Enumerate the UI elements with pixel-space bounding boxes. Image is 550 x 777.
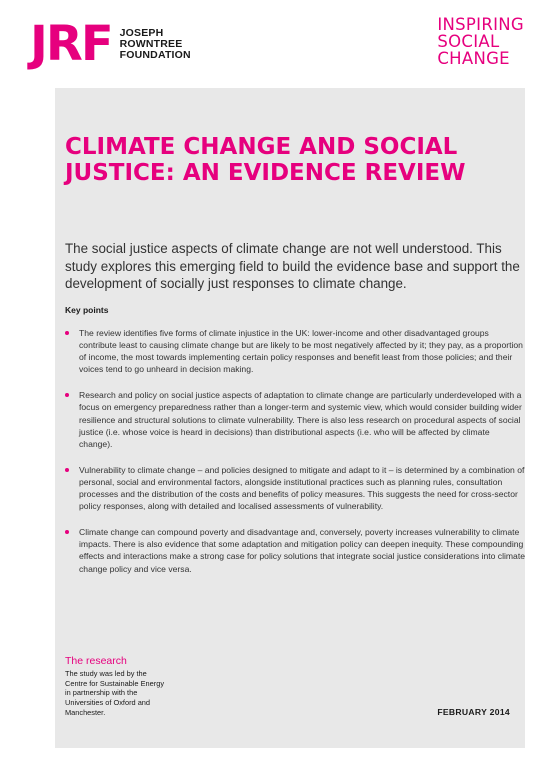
tagline-line: SOCIAL xyxy=(437,32,500,51)
page-title: CLIMATE CHANGE AND SOCIAL JUSTICE: AN EVIDENCE REVIEW xyxy=(65,134,466,186)
key-point-item xyxy=(65,389,525,449)
page-header xyxy=(0,0,550,88)
key-point-text: Climate change can compound poverty and disadvantage and, conversely, poverty increases vulnerability to climate impacts. There is also evidence that some adaptation and mitigation policy can deepen inequity. These compounding effects and interactions make a strong case for policy solutions that integrate social justice considerations into climate change policy and vice versa. xyxy=(79,527,525,574)
key-point-item xyxy=(65,327,525,375)
key-point-text: Vulnerability to climate change – and policies designed to mitigate and adapt to it – is determined by a combination of personal, social and environmental factors, alongside institutional practices such as planning rules, consultation processes and the distribution of the costs and benefits of policy measures. This suggests the need for cross-sector policy responses, along with detailed and localised assessments of vulnerability. xyxy=(79,464,525,512)
key-point-text: Research and policy on social justice aspects of adaptation to climate change are particularly underdeveloped with a focus on emergency preparedness rather than a longer-term and systemic view, which would consider building wider resilience and structural solutions to climate vulnerability. There is also less research on procedural aspects of social justice (i.e. whose voice is heard in decisions) than distributional aspects (i.e. who will be affected by climate change). xyxy=(79,390,522,449)
logo-line: ROWNTREE xyxy=(119,37,183,50)
bullet-icon xyxy=(65,331,69,335)
research-heading: The research xyxy=(65,655,127,667)
tagline-line: INSPIRING xyxy=(437,15,524,34)
logo-mark: JRF xyxy=(30,16,112,72)
bullet-icon xyxy=(65,468,69,472)
key-point-item xyxy=(65,464,525,512)
research-line: The study was led by the xyxy=(65,669,147,678)
key-point-text: The review identifies five forms of climate injustice in the UK: lower-income and other disadvantaged groups contribute least to causing climate change but are likely to be most negatively affected by it; they pay, as a proportion of income, the most towards implementing certain policy responses and benefit least from those policies; and their voices tend to go unheard in decision making. xyxy=(79,328,523,375)
publication-date: FEBRUARY 2014 xyxy=(437,707,510,717)
key-points-list xyxy=(65,327,525,589)
research-line: Universities of Oxford and xyxy=(65,698,151,708)
research-line: Manchester. xyxy=(65,707,106,717)
key-points-heading: Key points xyxy=(65,305,109,315)
logo-line: FOUNDATION xyxy=(119,48,191,61)
logo-line: JOSEPH xyxy=(119,26,164,39)
tagline xyxy=(437,16,524,67)
research-line: Centre for Sustainable Energy xyxy=(65,678,165,688)
research-description xyxy=(65,669,185,718)
intro-paragraph: The social justice aspects of climate change are not well understood. This study explores this emerging field to build the evidence base and support the development of socially just responses to climate change. xyxy=(65,241,520,291)
bullet-icon xyxy=(65,393,69,397)
bullet-icon xyxy=(65,530,69,534)
research-line: in partnership with the xyxy=(65,688,138,698)
logo-wordmark xyxy=(120,28,191,61)
tagline-line: CHANGE xyxy=(437,49,510,68)
jrf-logo xyxy=(30,16,191,72)
key-point-item xyxy=(65,526,525,574)
